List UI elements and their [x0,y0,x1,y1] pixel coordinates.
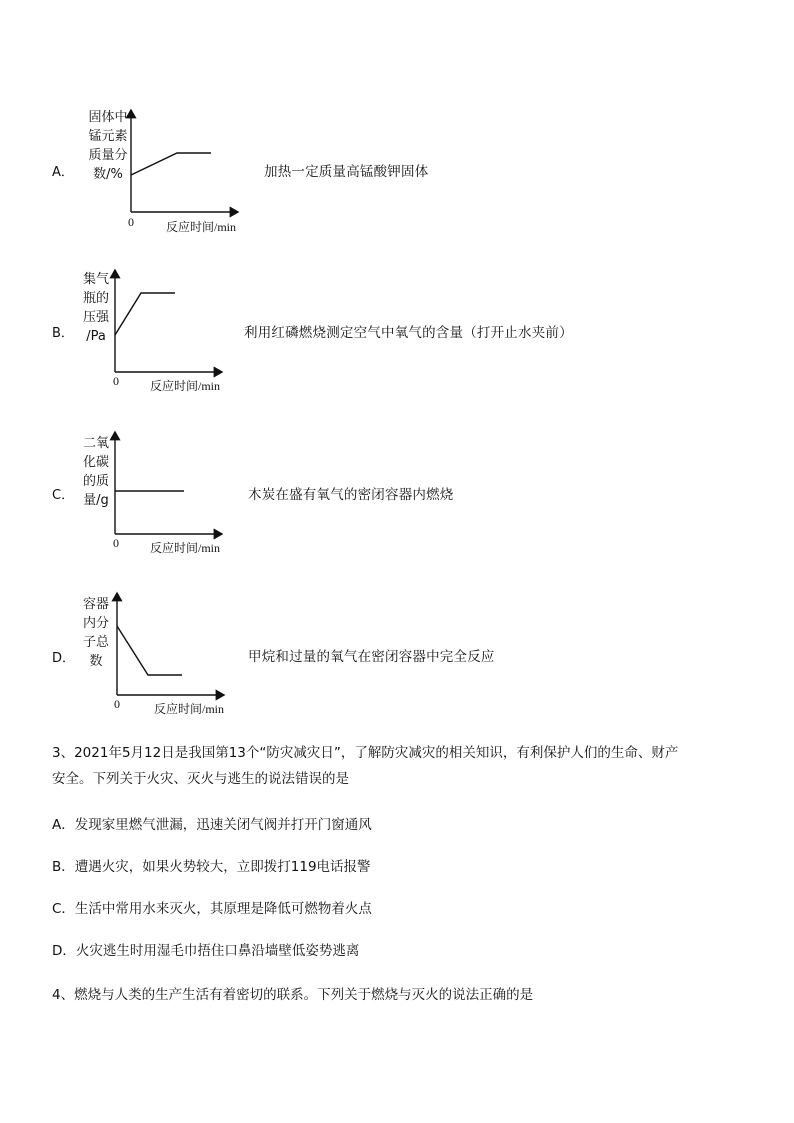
question-3-choice-b: B．遭遇火灾，如果火势较大，立即拨打119电话报警 [52,859,371,875]
option-description: 甲烷和过量的氧气在密闭容器中完全反应 [248,649,495,665]
y-axis-label: 容器 内分 子总 数 [82,597,109,669]
question-4-stem: 4、燃烧与人类的生产生活有着密切的联系。下列关于燃烧与灭火的说法正确的是 [52,987,534,1003]
option-description: 木炭在盛有氧气的密闭容器内燃烧 [248,487,454,503]
option-letter: A． [52,165,74,180]
graph-c [104,422,234,542]
option-description: 加热一定质量高锰酸钾固体 [264,164,429,180]
curve [115,293,175,335]
question-3-choice-d: D．火灾逃生时用湿毛巾捂住口鼻沿墙壁低姿势逃离 [52,943,360,959]
curve [131,153,211,175]
graph-a [120,100,250,220]
option-description: 利用红磷燃烧测定空气中氧气的含量（打开止水夹前） [244,325,573,341]
origin-label: 0 [114,697,120,711]
question-3-choice-c: C．生活中常用水来灭火，其原理是降低可燃物着火点 [52,901,372,917]
option-letter: D． [52,651,76,666]
question-3-stem: 3、2021年5月12日是我国第13个“防灾减灾日”，了解防灾减灾的相关知识，有利保护人们的生命、财产 安全。下列关于火灾、灭火与逃生的说法错误的是 [52,745,679,787]
graph-d [106,583,236,703]
x-axis-label: 反应时间/min [150,541,221,555]
y-axis-label: 二氧 化碳 的质 量/g [82,436,109,508]
option-letter: C． [52,488,75,503]
y-axis-label: 固体中 锰元素 质量分 数/% [88,110,128,182]
option-letter: B． [52,326,74,341]
graph-b [104,260,234,380]
question-3-choice-a: A．发现家里燃气泄漏，迅速关闭气阀并打开门窗通风 [52,817,372,833]
origin-label: 0 [113,536,119,550]
x-axis-label: 反应时间/min [154,702,225,716]
y-axis-label: 集气 瓶的 压强 /Pa [82,272,109,344]
x-axis-label: 反应时间/min [150,379,221,393]
x-axis-label: 反应时间/min [166,220,237,234]
origin-label: 0 [113,374,119,388]
curve [117,626,182,675]
origin-label: 0 [128,215,134,229]
